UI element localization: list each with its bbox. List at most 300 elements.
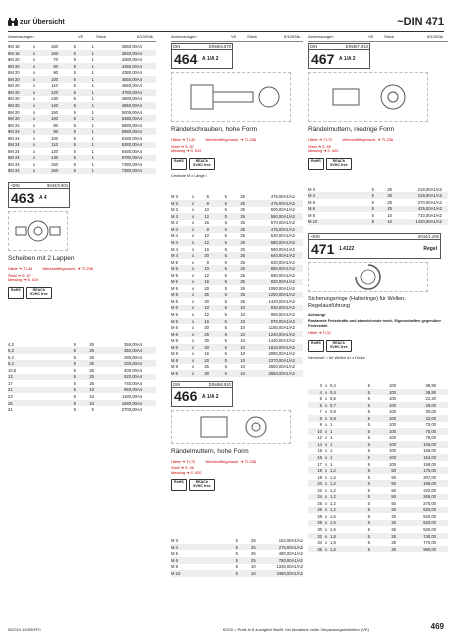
table-cell: 710,00A1/A2 [417,212,442,218]
col-header: VE [368,35,374,39]
table-cell: 10 [240,344,245,350]
brass-link[interactable]: Messing ➜ S. 620 [308,149,339,154]
table-cell: 5 [224,220,227,226]
product-number: 467 [311,50,335,67]
table-cell: 5 [367,546,370,552]
table-cell: M 8 [171,357,178,363]
table-cell: x [32,116,36,122]
article-code: 0044/1.200 [418,234,439,240]
steel-link[interactable]: Stahl ➜ S. 87 [171,144,194,149]
table-cell: 5 [235,544,238,550]
table-cell: 10 [204,233,209,239]
table-row [308,212,448,219]
table-cell: 5 [367,468,370,474]
table-cell: 10 [240,357,245,363]
table-cell: 1,2 [330,507,336,513]
table-cell: 4890,00A4 [121,96,142,102]
table-cell: 4380,00A4 [121,57,142,63]
table-cell: M 3 [171,220,178,226]
col-header: VE [231,35,237,39]
table-cell: 100 [389,389,396,395]
table-cell: M 3 [171,207,178,213]
table-cell: 10 [387,219,392,225]
table-cell: 5 [224,305,227,311]
table-cell: 25 [204,292,209,298]
table-cell: 8M 20 [8,63,20,69]
table-row [171,331,303,338]
hardness-link[interactable]: Härte ➜ Tl-32 [171,137,196,143]
col-header: Stück [96,35,107,39]
right-column [308,35,448,552]
table-cell: 8M 20 [8,83,20,89]
table-row [8,43,156,50]
steel-link[interactable]: Stahl ➜ S. 68 [171,466,194,471]
table-cell: 1 [91,44,94,50]
table-cell: M 6 [171,305,178,311]
table-cell: x [191,240,195,246]
table-cell: x [191,351,195,357]
table-cell: 10 [387,212,392,218]
table-cell: 1,2 [330,494,336,500]
table-cell: 5 [367,428,370,434]
table-cell: 1 [91,76,94,82]
table-cell: 12 [204,213,209,219]
table-cell: 16 [204,351,209,357]
table-cell: 590,00A1/A2 [270,246,295,252]
article-code: DIN466.910 [208,381,231,387]
hardness-link[interactable]: Härte ➜ Tl-72 [308,137,333,143]
table-cell: 1 [91,148,94,154]
product-number: 471 [311,240,335,257]
col-header: Abmessungen [171,35,197,39]
table-cell: 50 [391,468,396,474]
table-cell: M 4 [171,233,178,239]
table-cell: x [32,122,36,128]
table-cell: x [324,455,328,461]
din-label: ~DIN [10,183,20,189]
table-cell: 8M 24 [8,168,20,174]
material-spec: A 1/A 2 [202,393,219,400]
table-cell: x [191,266,195,272]
table-cell: M 6 [171,344,178,350]
table-cell: 29 [317,520,322,526]
table-cell: 18 [317,468,322,474]
table-row [171,285,303,292]
table-cell: 5 [367,500,370,506]
table-cell: 780,00A1/A2 [278,557,303,563]
table-cell: 5 [73,70,76,76]
table-cell: M 3 [308,186,315,192]
table-cell: 20 [204,325,209,331]
din-label: ~DIN [310,234,320,240]
table-cell: 110 [51,83,58,89]
table-cell: 21 [8,387,13,393]
table-cell: 425,00A1/A2 [417,206,442,212]
table-cell: M 5 [171,285,178,291]
table-row [171,351,303,358]
table-cell: 5 [73,116,76,122]
table-cell: 25 [391,520,396,526]
din-label: DIN [173,381,181,387]
knurled-nut-drawing [171,410,291,444]
table-cell: 5 [367,396,370,402]
table-cell: 25 [8,400,13,406]
table-cell: 5 [73,387,76,393]
table-cell: 50 [391,481,396,487]
table-cell: 25 [89,361,94,367]
table-cell: M 5 [171,279,178,285]
table-cell: 10 [204,207,209,213]
table-row [308,435,448,442]
table-cell: 5 [73,129,76,135]
table-cell: 5 [224,325,227,331]
table-cell: 5 [73,148,76,154]
table-row [171,207,303,214]
table-cell: x [191,226,195,232]
table-row [8,400,156,407]
table-cell: 2650,00A1/A2 [268,364,295,370]
table-cell: 8M 20 [8,116,20,122]
table-cell: 5 [224,357,227,363]
table-cell: 5 [224,272,227,278]
table-cell: 160 [51,116,58,122]
table-row [308,199,448,206]
table-cell: 0,8 [330,409,336,415]
table-cell: 5 [73,367,76,373]
table-row [171,370,303,377]
table-cell: 5980,00A4 [121,129,142,135]
table-cell: x [324,409,328,415]
overview-link[interactable] [8,18,65,27]
table-cell: 8,4 [8,361,14,367]
table-cell: 39,90 [425,383,436,388]
table-row [8,56,156,63]
table-row [171,272,303,279]
table-cell: 5 [367,409,370,415]
table-cell: 218,00A1/A2 [417,193,442,199]
table-cell: 12 [204,240,209,246]
table-cell: 5000,00A4 [121,109,142,115]
table-cell: 100 [51,76,58,82]
table-cell: 8M 20 [8,70,20,76]
brass-link[interactable]: Messing ➜ S. 620 [171,470,202,475]
table-row [171,364,303,371]
table-cell: x [191,285,195,291]
table-cell: 1 [91,116,94,122]
table-cell: 25 [387,193,392,199]
table-cell: 4550,00A4 [121,76,142,82]
table-row [171,537,303,544]
table-cell: 6480,00A4 [121,148,142,154]
table-cell: 8M 18 [8,50,20,56]
table-cell: 100 [389,396,396,402]
table-cell: 520,00 [423,520,436,526]
table-cell: M 4 [171,246,178,252]
table-cell: 8M 20 [8,89,20,95]
steel-link[interactable]: Stahl ➜ S. 87 [8,273,31,278]
table-cell: 580,00A1/A2 [270,240,295,246]
table-cell: 25 [240,233,245,239]
table-cell: 1 [330,441,333,447]
table-cell: M 6 [308,206,315,212]
table-cell: 1 [91,57,94,63]
table-cell: 1,5 [330,520,336,526]
table-cell: 13 [8,374,13,380]
table-cell: 3480,00A1/A2 [276,570,303,576]
table-cell: x [324,546,328,552]
table-row [8,63,156,70]
hardness-link[interactable]: Härte ➜ Tl-31 [308,331,332,336]
table-cell: x [32,168,36,174]
table-cell: 7380,00A4 [121,161,142,167]
table-cell: x [324,540,328,546]
table-cell: 5 [367,513,370,519]
table-cell: 17 [8,380,13,386]
table-cell: x [32,155,36,161]
washer-drawing [8,211,68,251]
table-cell: 5 [224,298,227,304]
article-code: 9044/3.904 [47,183,68,189]
material-spec: A 1/A 2 [202,56,219,63]
table-cell: 1 [91,135,94,141]
table-cell: 17 [317,461,322,467]
table-cell: 16 [204,279,209,285]
table-cell: 39,90 [425,389,436,395]
table-cell: 32,00 [425,415,436,421]
material-link[interactable]: Werkstoffeigensch. ➜ Tl-236 [205,458,257,464]
table-row [171,337,303,344]
table-cell: x [191,305,195,311]
table-cell: 5 [367,461,370,467]
table-cell: 830,00A1/A2 [270,279,295,285]
product-title-464: Rändelschrauben, hohe Form [171,126,257,134]
table-cell: x [191,312,195,318]
table-cell: 10 [317,428,322,434]
table-cell: 8M 24 [8,142,20,148]
rohs-badge: RoHS [171,158,187,170]
table-cell: 5 [224,351,227,357]
table-row [308,533,448,540]
table-cell: 5 [224,246,227,252]
table-cell: 31 [8,407,13,413]
table-cell: 8M 20 [8,109,20,115]
table-cell: 1420,00A1/A2 [415,219,442,225]
din-label: DIN [310,44,318,50]
rohs-badge: RoHS [308,340,324,352]
table-cell: 930,00A1/A2 [270,305,295,311]
table-cell: 5 [367,533,370,539]
table-cell: 1,2 [330,487,336,493]
table-cell: x [324,494,328,500]
table-cell: 3640,00A4 [121,50,142,56]
table-cell: 25 [89,348,94,354]
table-cell: 100 [389,422,396,428]
table-cell: 5 [73,161,76,167]
table-cell: x [191,344,195,350]
table-cell: 0,8 [330,415,336,421]
table-row [171,226,303,233]
table-cell: 1,2 [330,500,336,506]
steel-link[interactable]: Stahl ➜ S. 69 [308,144,331,149]
table-cell: 25 [240,266,245,272]
hardness-link[interactable]: Härte ➜ Tl-44 [8,266,33,272]
table-cell: x [324,435,328,441]
table-cell: 35 [317,546,322,552]
table-cell: 218,00A1/A2 [417,186,442,192]
table-cell: 25 [391,513,396,519]
table-cell: 1,5 [330,533,336,539]
table-cell: x [191,364,195,370]
table-cell: 5 [224,200,227,206]
table-cell: M 3 [171,194,178,200]
table-cell: 630,00A1/A2 [270,259,295,265]
table-cell: 1 [91,122,94,128]
table-cell: 1,2 [330,481,336,487]
table-cell: x [191,213,195,219]
table-cell: 6 [206,194,209,200]
left-table-header [8,35,156,42]
table-cell: 1 [91,89,94,95]
table-cell: 10 [240,325,245,331]
din-label: DIN [173,44,181,50]
table-cell: 22,20 [425,396,436,402]
table-cell: M 4 [171,226,178,232]
table-cell: 5 [235,570,238,576]
table-cell: 5 [73,50,76,56]
table-cell: 1 [91,50,94,56]
table-cell: 32 [317,533,322,539]
brass-link[interactable]: Messing ➜ S. 619 [8,278,39,283]
table-row [171,265,303,272]
table-cell: 0,4 [330,389,336,395]
table-cell: 690,00A1/A2 [270,272,295,278]
table-cell: 5 [367,481,370,487]
table-cell: 5 [371,212,374,218]
page-din-title: ~DIN 471 [397,16,444,28]
table-cell: 26 [317,507,322,513]
table-cell: 100 [389,461,396,467]
table-cell: 5 [224,370,227,376]
table-cell: 40 [204,344,209,350]
table-cell: 6 [319,402,322,408]
table-cell: 8M 20 [8,102,20,108]
table-cell: 1 [91,129,94,135]
product-number: 464 [174,50,198,67]
table-cell: 16 [204,220,209,226]
material-link[interactable]: Werkstoffeigensch. ➜ Tl-236 [205,137,257,143]
table-cell: M 6 [171,312,178,318]
table-cell: 5 [224,312,227,318]
table-cell: 24 [317,494,322,500]
table-row [308,474,448,481]
brass-link[interactable]: Messing ➜ S. 619 [171,149,202,154]
table-cell: 4650,00A4 [121,83,142,89]
table-cell: M 8 [171,564,178,570]
table-cell: 10 [89,393,94,399]
table-cell: 1240,00A1/A2 [268,331,295,337]
warning-title: Achtung! [308,312,326,318]
table-cell: x [191,259,195,265]
table-cell: 19 [317,474,322,480]
table-cell: 1,5 [330,513,336,519]
low-knurled-nut-drawing [308,72,428,122]
table-cell: M 10 [308,219,318,225]
table-cell: 25 [240,246,245,252]
table-cell: 5 [235,557,238,563]
page-footer [8,628,444,633]
table-cell: 25 [251,551,256,557]
table-cell: 10 [251,570,256,576]
table-cell: 5 [367,441,370,447]
table-row [8,161,156,168]
table-cell: 1 [330,455,333,461]
material-link[interactable]: Werkstoffeigensch. ➜ Tl-236 [342,137,394,143]
table-cell: 520,00 [423,527,436,533]
table-row [8,83,156,90]
table-cell: 100 [389,415,396,421]
table-cell: 5 [235,538,238,544]
table-cell: 500,00A1/A2 [270,207,295,213]
table-cell: 2700,00A4 [121,407,142,413]
table-cell: 25 [391,546,396,552]
table-cell: 1 [91,70,94,76]
product-title-467: Rändelmuttern, niedrige Form [308,126,395,134]
table-cell: x [32,63,36,69]
table-cell: x [191,370,195,376]
table-cell: 4380,00A4 [121,63,142,69]
table-cell: 480,00A1/A2 [278,551,303,557]
table-cell: 5 [224,318,227,324]
table-cell: 5 [73,96,76,102]
table-cell: x [324,415,328,421]
table-cell: 25 [89,354,94,360]
table-row [171,220,303,227]
hardness-link[interactable]: Härte ➜ Tl-72 [171,458,196,464]
material-link[interactable]: Werkstoffeigensch. ➜ Tl-236 [42,266,94,272]
table-cell: M 6 [171,557,178,563]
table-cell: 5 [224,364,227,370]
table-cell: 5 [224,279,227,285]
table-cell: 5 [367,422,370,428]
table-cell: 25 [391,533,396,539]
table-cell: 740,00 [423,533,436,539]
table-cell: 350,00A4 [124,348,142,354]
table-row [308,428,448,435]
table-cell: M 8 [171,351,178,357]
table-cell: 29,00 [425,402,436,408]
table-cell: 5 [73,348,76,354]
table-cell: 5 [73,63,76,69]
table-cell: 15 [317,448,322,454]
table-cell: x [191,246,195,252]
table-cell: 5 [224,292,227,298]
table-cell: M 5 [308,199,315,205]
table-cell: 4 [319,389,322,395]
table-row [171,193,303,200]
table-row [308,520,448,527]
table-cell: x [324,441,328,447]
table-cell: x [324,461,328,467]
dimension-note: Nennmaß = für Wellen d1 x Dicke [308,355,365,360]
table-cell: 475,00A1/A2 [270,226,295,232]
col-header: Abmessungen [8,35,34,39]
table-cell: M 3 [171,213,178,219]
table-cell: 5 [367,383,370,388]
table-cell: x [191,253,195,259]
table-cell: 1 [91,96,94,102]
table-cell: 100 [389,428,396,434]
table-cell: 25 [89,367,94,373]
